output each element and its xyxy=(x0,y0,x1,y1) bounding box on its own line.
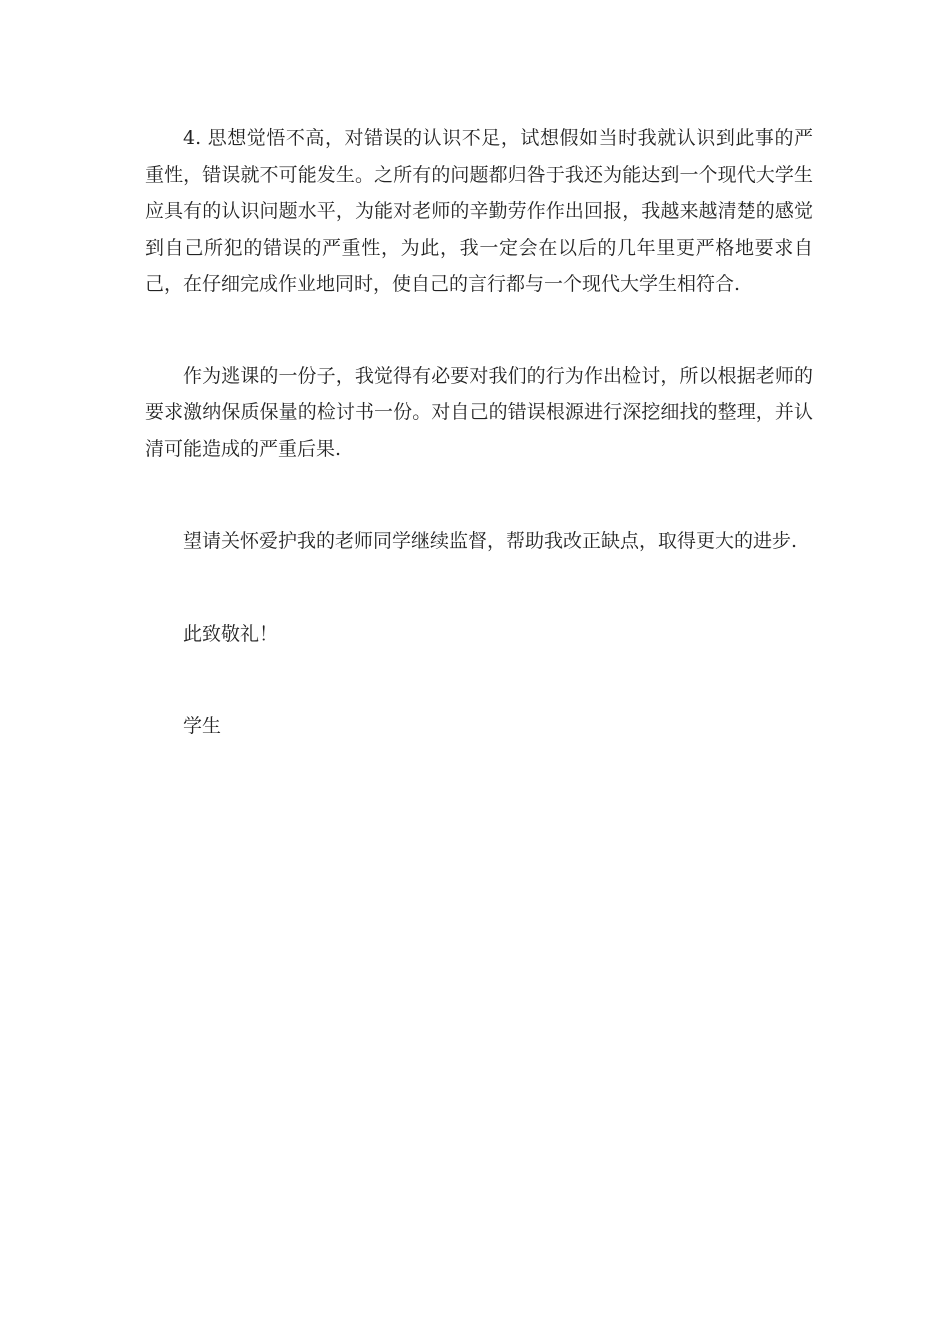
paragraph-reflection: 4. 思想觉悟不高，对错误的认识不足，试想假如当时我就认识到此事的严重性，错误就不可能发生。之所有的问题都归咎于我还为能达到一个现代大学生应具有的认识问题水平，为能对老师的辛勤劳作作出回报，我越来越清楚的感觉到自己所犯的错误的严重性，为此，我一定会在以后的几年里更严格地要求自己，在仔细完成作业地同时，使自己的言行都与一个现代大学生相符合. xyxy=(145,127,813,295)
document-body xyxy=(145,120,813,745)
signature-label: 学生 xyxy=(183,715,222,737)
paragraph-request: 望请关怀爱护我的老师同学继续监督，帮助我改正缺点，取得更大的进步. xyxy=(183,530,798,552)
paragraph-review: 作为逃课的一份子，我觉得有必要对我们的行为作出检讨，所以根据老师的要求激纳保质保量的检讨书一份。对自己的错误根源进行深挖细找的整理，并认清可能造成的严重后果. xyxy=(145,364,813,460)
closing-salutation: 此致敬礼！ xyxy=(183,622,279,645)
